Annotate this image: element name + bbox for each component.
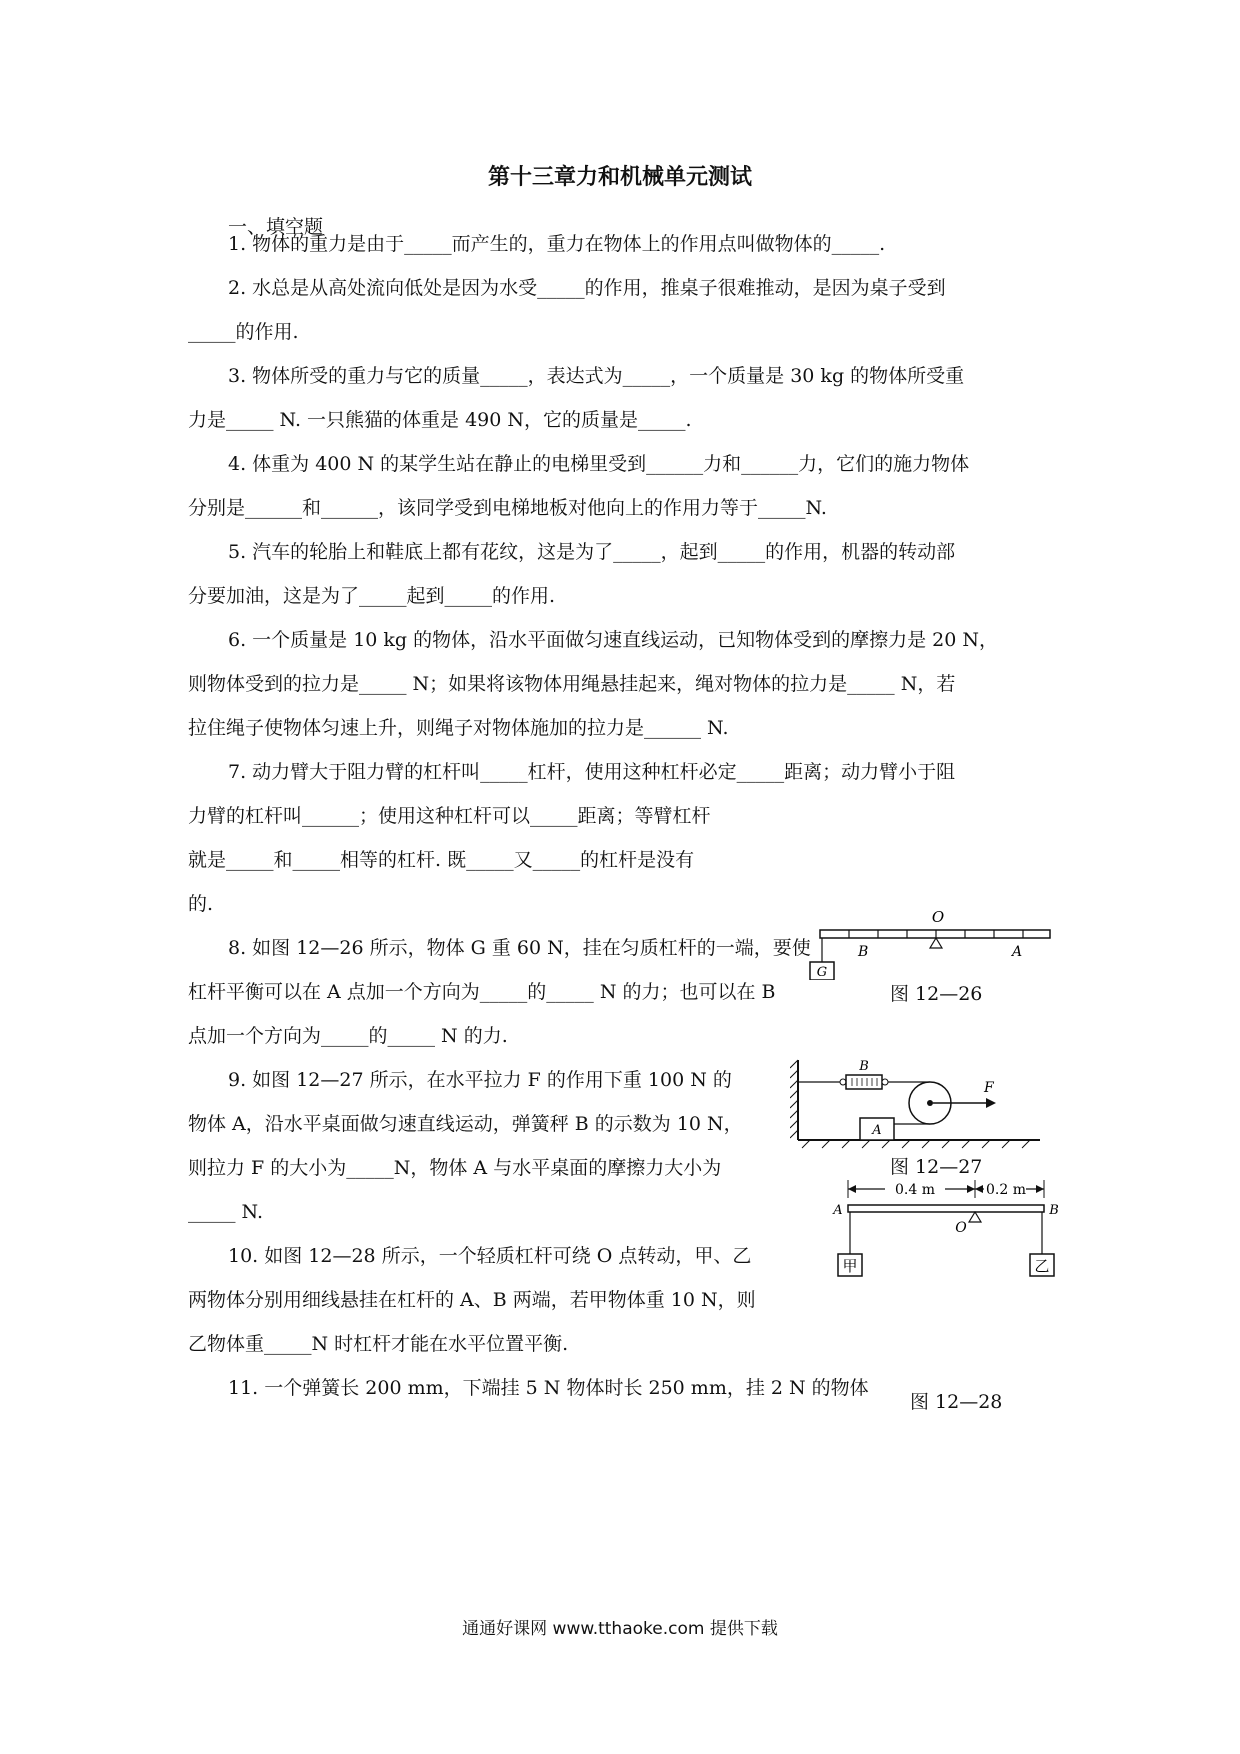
page-footer: 通通好课网 www.tthaoke.com 提供下载 (462, 1619, 778, 1639)
question-line: 乙物体重_____N 时杠杆才能在水平位置平衡. (188, 1333, 569, 1355)
label-g: G (816, 965, 828, 980)
question-line: _____ N. (188, 1201, 263, 1223)
label-a: A (833, 1203, 843, 1218)
label-o: O (931, 908, 945, 926)
section-heading: 一、填空题 (228, 216, 324, 238)
spring-balance (846, 1075, 882, 1089)
question-line: 11. 一个弹簧长 200 mm，下端挂 5 N 物体时长 250 mm，挂 2 N 的物体 (228, 1377, 869, 1399)
figure-12-27 (790, 1050, 1050, 1150)
label-b: B (859, 1059, 869, 1074)
label-a: A (1012, 944, 1023, 960)
label-b: B (858, 944, 869, 960)
fulcrum-icon (930, 938, 942, 948)
question-line: 2. 水总是从高处流向低处是因为水受_____的作用，推桌子很难推动，是因为桌子受到 (228, 277, 946, 299)
question-line: 拉住绳子使物体匀速上升，则绳子对物体施加的拉力是______ N. (188, 717, 729, 739)
fulcrum-icon (969, 1212, 981, 1222)
question-line: 则物体受到的拉力是_____ N；如果将该物体用绳悬挂起来，绳对物体的拉力是_____ N，若 (188, 673, 956, 695)
figure-12-26 (800, 900, 1060, 980)
question-line: 两物体分别用细线悬挂在杠杆的 A、B 两端，若甲物体重 10 N，则 (188, 1289, 756, 1311)
question-line: 分别是______和______，该同学受到电梯地板对他向上的作用力等于_____N. (188, 497, 827, 519)
dist-left: 0.4 m (895, 1182, 935, 1198)
question-line: 力是_____ N. 一只熊猫的体重是 490 N，它的质量是_____. (188, 409, 692, 431)
question-line: 的. (188, 893, 214, 915)
question-line: _____的作用. (188, 321, 299, 343)
question-line: 9. 如图 12—27 所示，在水平拉力 F 的作用下重 100 N 的 (228, 1069, 732, 1091)
dist-right: 0.2 m (986, 1182, 1026, 1198)
question-line: 1. 物体的重力是由于_____而产生的，重力在物体上的作用点叫做物体的_____. (228, 233, 886, 255)
label-jia: 甲 (842, 1257, 858, 1275)
question-line: 6. 一个质量是 10 kg 的物体，沿水平面做匀速直线运动，已知物体受到的摩擦力是 20 N， (228, 629, 999, 651)
label-b: B (1049, 1203, 1059, 1218)
figure-caption: 图 12—26 (890, 983, 983, 1005)
arrow-right-icon (986, 1098, 996, 1108)
figure-12-28 (820, 1172, 1070, 1282)
question-line: 物体 A，沿水平桌面做匀速直线运动，弹簧秤 B 的示数为 10 N， (188, 1113, 743, 1135)
label-f: F (984, 1080, 994, 1096)
question-line: 4. 体重为 400 N 的某学生站在静止的电梯里受到______力和______力，它们的施力物体 (228, 453, 970, 475)
label-yi: 乙 (1034, 1257, 1050, 1275)
figure-caption: 图 12—27 (890, 1156, 983, 1178)
question-line: 5. 汽车的轮胎上和鞋底上都有花纹，这是为了_____，起到_____的作用，机器的转动部 (228, 541, 956, 563)
question-line: 分要加油，这是为了_____起到_____的作用. (188, 585, 556, 607)
question-line: 7. 动力臂大于阻力臂的杠杆叫_____杠杆，使用这种杠杆必定_____距离；动力臂小于阻 (228, 761, 956, 783)
page-title: 第十三章力和机械单元测试 (487, 165, 752, 190)
question-line: 8. 如图 12—26 所示，物体 G 重 60 N，挂在匀质杠杆的一端，要使 (228, 937, 811, 959)
question-line: 10. 如图 12—28 所示，一个轻质杠杆可绕 O 点转动，甲、乙 (228, 1245, 752, 1267)
question-line: 杠杆平衡可以在 A 点加一个方向为_____的_____ N 的力；也可以在 B (188, 981, 776, 1003)
question-line: 则拉力 F 的大小为_____N，物体 A 与水平桌面的摩擦力大小为 (188, 1157, 722, 1179)
figure-caption: 图 12—28 (910, 1391, 1003, 1413)
label-a: A (872, 1123, 882, 1138)
question-line: 就是_____和_____相等的杠杆. 既_____又_____的杠杆是没有 (188, 849, 695, 871)
question-line: 力臂的杠杆叫______；使用这种杠杆可以_____距离；等臂杠杆 (188, 805, 711, 827)
label-o: O (955, 1220, 967, 1236)
question-line: 3. 物体所受的重力与它的质量_____，表达式为_____，一个质量是 30 kg 的物体所受重 (228, 365, 965, 387)
question-line: 点加一个方向为_____的_____ N 的力. (188, 1025, 508, 1047)
